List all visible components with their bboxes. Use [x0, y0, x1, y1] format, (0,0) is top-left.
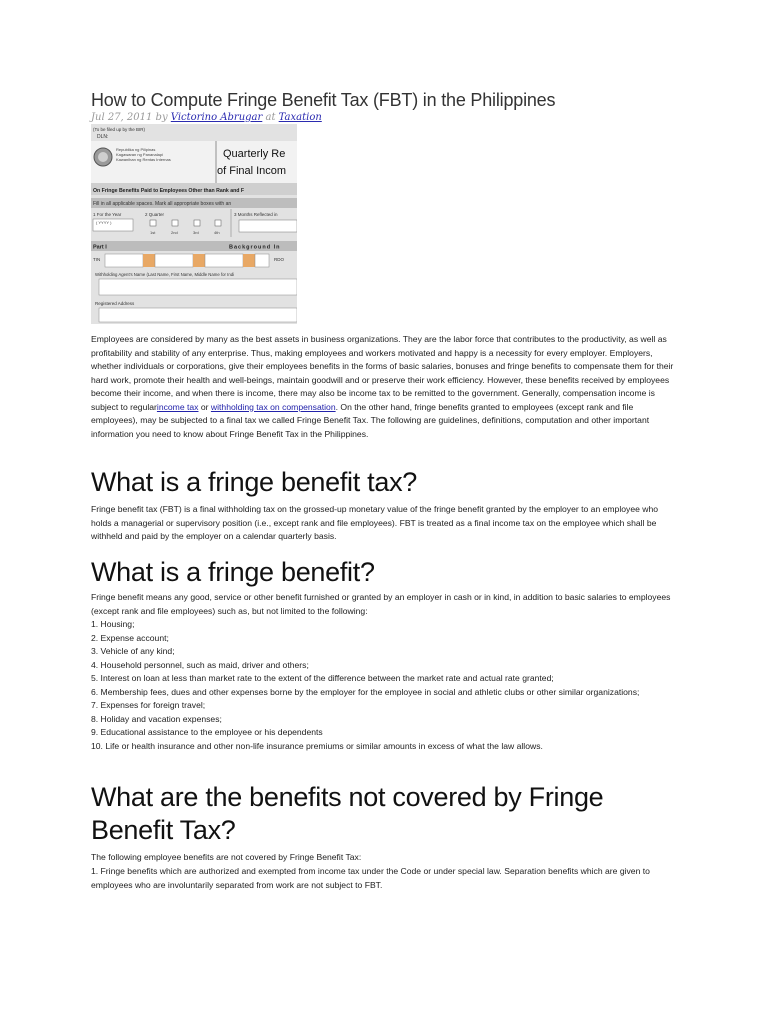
form-dln: DLN: [97, 134, 109, 140]
section-body-fringe-benefit: Fringe benefit means any good, service or other benefit furnished or granted by an employer in cash or in kind, in addition to basic salaries to employees (except rank and file employees) such as, but not limited to the following: [91, 592, 671, 616]
quarter-1-label: 1st [150, 230, 156, 235]
form-agency-line-3: Kawanihan ng Rentas Internas [116, 157, 171, 162]
form-fill-note: Fill in all applicable spaces. Mark all appropriate boxes with an [93, 201, 232, 207]
fringe-benefit-list [91, 618, 675, 753]
list-item: 9. Educational assistance to the employee or his dependents [91, 727, 323, 737]
form-quarter-label: 2 Quarter [145, 212, 165, 217]
article-meta [91, 112, 322, 123]
list-item: 4. Household personnel, such as maid, driver and others; [91, 659, 309, 670]
section-heading-not-covered-line-2: Benefit Tax? [91, 815, 236, 845]
list-item: 3. Vehicle of any kind; [91, 646, 175, 656]
at-label: at [265, 112, 276, 123]
quarter-1-checkbox [150, 220, 156, 226]
author-link[interactable]: Victorino Abrugar [170, 112, 263, 123]
form-agency-line-2: Kagawaran ng Pananalapi [116, 152, 163, 157]
form-part-label: Part I [93, 244, 107, 251]
form-tin-label: TIN [93, 257, 101, 262]
list-item: 6. Membership fees, dues and other expenses borne by the employer for the employee in social and athletic clubs or other similar organizations; [91, 686, 640, 697]
form-for-the-year: 1 For the Year [93, 212, 122, 217]
section-body-fbt: Fringe benefit tax (FBT) is a final withholding tax on the grossed-up monetary value of the fringe benefit granted by the employer to an employee who holds a managerial or supervisory position (i.e., except rank and file employees). FBT is treated as a final income tax on the employee which shall be withheld and paid by the employer on a calendar quarterly basis. [91, 504, 659, 541]
income-tax-link[interactable]: income tax [156, 401, 199, 412]
category-link[interactable]: Taxation [278, 112, 322, 123]
intro-text-1: Employees are considered by many as the best assets in business organizations. They are the labor force that contributes to the productivity, as well as profitability and stability of any enterprise. Thus, making employees and workers motivated and happy is a necessity for every employer. Employers, whether individuals or corporations, give their employees benefits in the forms of basic salaries, bonuses and fringe benefits to compensate them for their hard work, promote their health and well-beings, maintain goodwill and or preserve their work efficiency. However, these benefits received by employees become their income, and when there is income, there may also be income tax to be remitted to the government. Generally, compensation income is subject to regular [91, 334, 674, 412]
section-intro-not-covered: The following employee benefits are not covered by Fringe Benefit Tax: [91, 852, 362, 862]
bir-form-svg [91, 124, 297, 324]
list-item: 2. Expense account; [91, 632, 169, 643]
form-subheading: On Fringe Benefits Paid to Employees Other than Rank and F [93, 188, 245, 194]
form-heading-line-1: Quarterly Re [223, 148, 286, 160]
form-agency-line-1: Republika ng Pilipinas [116, 147, 156, 152]
form-year-placeholder: ( YYYY ) [96, 220, 112, 225]
by-label: by [155, 112, 168, 123]
quarter-4-label: 4th [214, 230, 220, 235]
quarter-2-checkbox [172, 220, 178, 226]
list-item: 7. Expenses for foreign travel; [91, 700, 206, 710]
form-withholding-name-label: Withholding Agent's Name (Last Name, First Name, Middle Name for Indi [95, 272, 235, 277]
tin-separator-2 [193, 254, 205, 267]
intro-text-3: . On the other hand, fringe benefits granted to employees (except rank and file employees), may be subjected to a final tax we called Fringe Benefit Tax. The following are guidelines, definitions, computation and other important information you need to know about Fringe Benefit Tax in the Philippines. [91, 401, 650, 439]
quarter-3-label: 3rd [193, 230, 199, 235]
not-covered-item-1: 1. Fringe benefits which are authorized and exempted from income tax under the Code or under special law. Separation benefits which are given to employees who are involuntarily separated from work are not subject to FBT. [91, 866, 650, 890]
form-months-box [239, 220, 297, 232]
article-title: How to Compute Fringe Benefit Tax (FBT) in the Philippines [91, 90, 556, 110]
form-registered-address-label: Registered Address [95, 301, 135, 306]
quarter-4-checkbox [215, 220, 221, 226]
tin-separator-3 [243, 254, 255, 267]
form-heading-line-2: of Final Incom [217, 165, 287, 177]
section-heading-fbt: What is a fringe benefit tax? [91, 467, 417, 497]
form-registered-address-box [99, 308, 297, 322]
intro-text-2: or [198, 401, 211, 412]
list-item: 10. Life or health insurance and other non-life insurance premiums or similar amounts in excess of what the law allows. [91, 740, 543, 751]
list-item: 8. Holiday and vacation expenses; [91, 713, 222, 724]
section-heading-fringe-benefit: What is a fringe benefit? [91, 557, 375, 587]
form-rdo-label: RDO [274, 257, 284, 262]
bir-form-image [91, 124, 297, 324]
section-heading-not-covered-line-1: What are the benefits not covered by Fringe [91, 782, 604, 812]
form-top-note: (To be filed up by the BIR) [93, 127, 146, 132]
withholding-tax-link[interactable]: withholding tax on compensation [210, 401, 336, 412]
bir-seal-inner [98, 152, 108, 162]
list-item: 1. Housing; [91, 619, 135, 629]
list-item: 5. Interest on loan at less than market rate to the extent of the difference between the market rate and actual rate granted; [91, 673, 554, 683]
intro-paragraph [91, 333, 675, 441]
article-date: Jul 27, 2011 [91, 112, 153, 123]
tin-box-3 [205, 254, 243, 267]
form-background-label: Background In [229, 244, 281, 251]
tin-box-2 [155, 254, 193, 267]
tin-box-1 [105, 254, 143, 267]
form-months-reflected: 3 Months Reflected in [234, 212, 278, 217]
tin-separator-1 [143, 254, 155, 267]
quarter-2-label: 2nd [171, 230, 178, 235]
form-withholding-name-box [99, 279, 297, 295]
tin-box-4 [255, 254, 269, 267]
quarter-3-checkbox [194, 220, 200, 226]
